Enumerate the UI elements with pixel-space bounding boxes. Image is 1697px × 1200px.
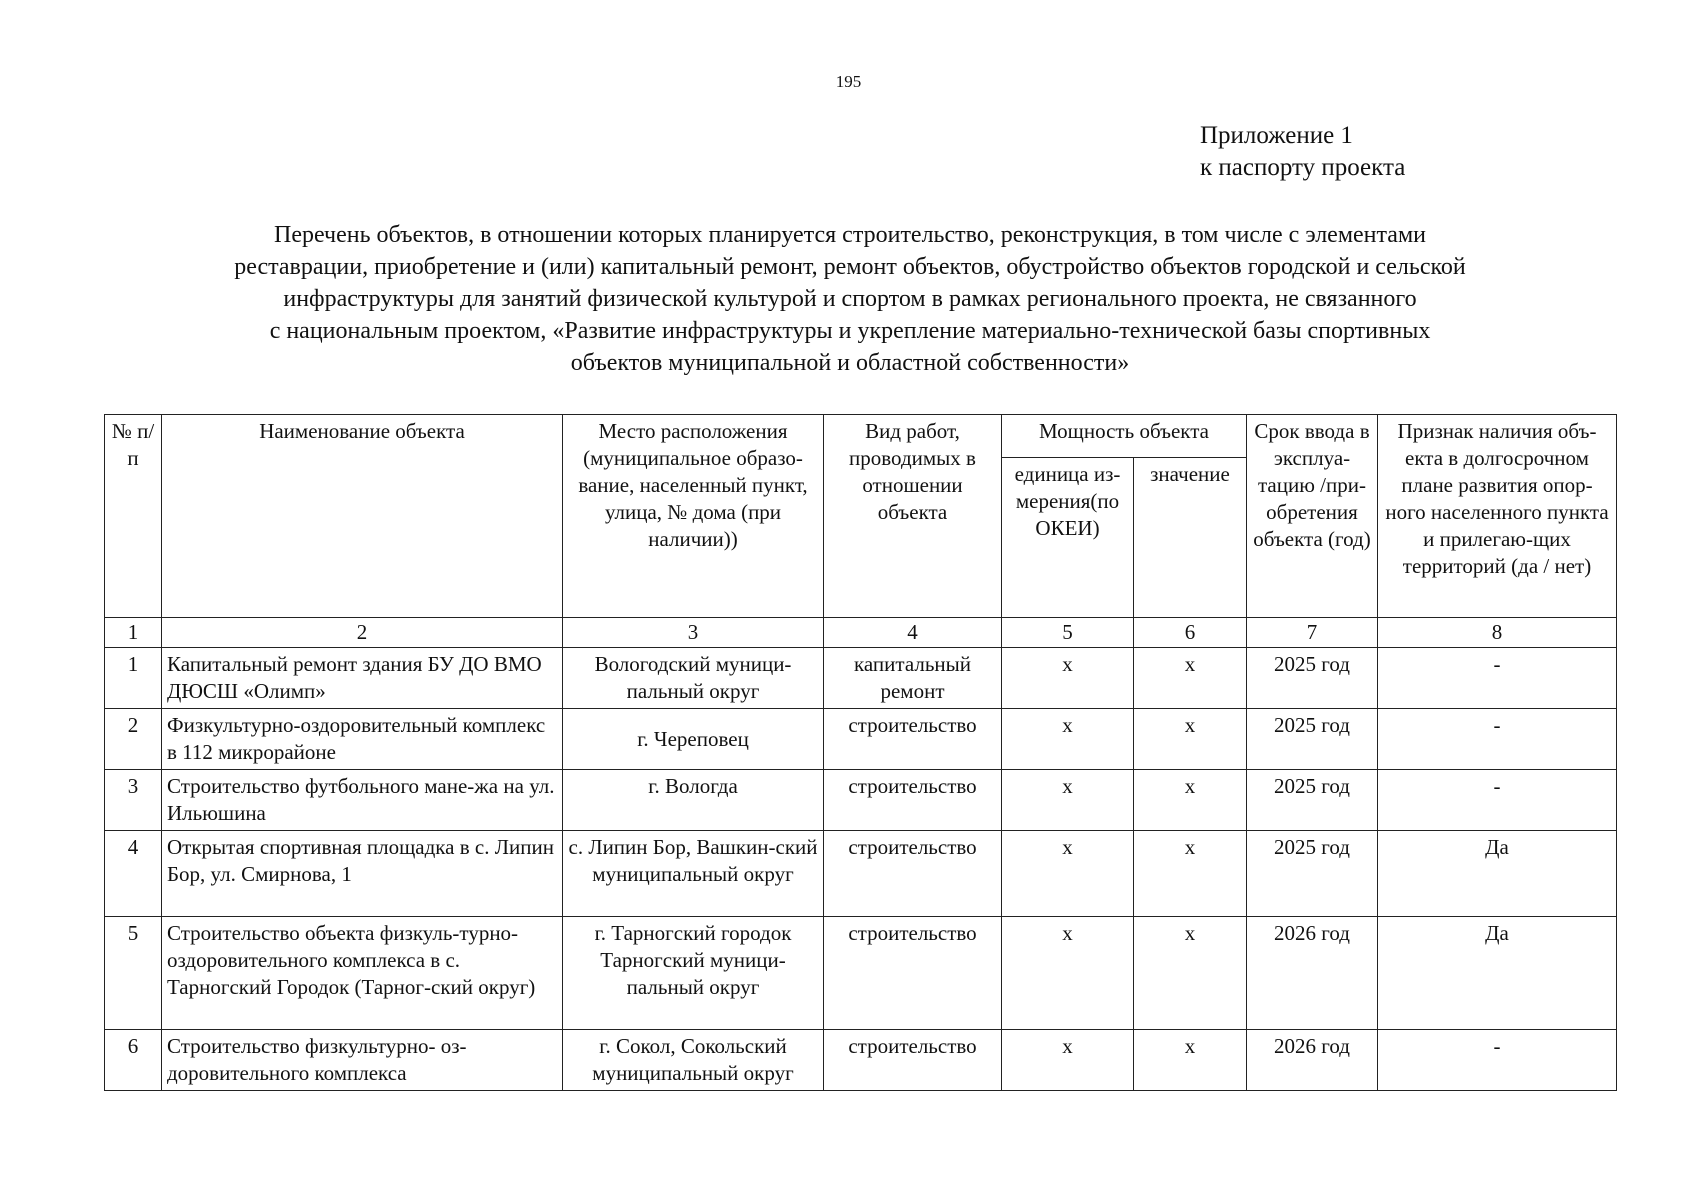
column-number: 2 [162,618,563,648]
cell-unit: х [1002,709,1134,770]
header-term: Срок ввода в эксплуа-тацию /при-обретения объекта (год) [1247,415,1378,618]
cell-sign: - [1378,770,1617,831]
cell-term: 2025 год [1247,709,1378,770]
cell-unit: х [1002,1030,1134,1091]
title-line: Перечень объектов, в отношении которых планируется строительство, реконструкция, в том числе с элементами [274,222,1426,248]
cell-sign: - [1378,648,1617,709]
title-line: инфраструктуры для занятий физической культурой и спортом в рамках регионального проекта, не связанного [283,286,1417,312]
cell-unit: х [1002,917,1134,1030]
cell-location: с. Липин Бор, Вашкин-ский муниципальный округ [563,831,824,917]
cell-value: х [1134,648,1247,709]
cell-value: х [1134,1030,1247,1091]
cell-num: 6 [105,1030,162,1091]
cell-value: х [1134,831,1247,917]
header-location: Место расположения (муниципальное образо-вание, населенный пункт, улица, № дома (при наличии)) [563,415,824,618]
column-number: 3 [563,618,824,648]
cell-num: 5 [105,917,162,1030]
cell-sign: - [1378,709,1617,770]
table-row [105,1030,1617,1091]
cell-num: 3 [105,770,162,831]
cell-name: Капитальный ремонт здания БУ ДО ВМО ДЮСШ «Олимп» [162,648,563,709]
cell-term: 2026 год [1247,917,1378,1030]
cell-term: 2026 год [1247,1030,1378,1091]
cell-num: 2 [105,709,162,770]
cell-name: Физкультурно-оздоровительный комплекс в 112 микрорайоне [162,709,563,770]
header-value: значение [1134,458,1247,618]
column-number: 4 [824,618,1002,648]
cell-value: х [1134,709,1247,770]
cell-unit: х [1002,831,1134,917]
table-row [105,831,1617,917]
cell-work: строительство [824,770,1002,831]
column-number-row [105,618,1617,648]
cell-term: 2025 год [1247,648,1378,709]
cell-work: строительство [824,1030,1002,1091]
column-number: 8 [1378,618,1617,648]
title-line: объектов муниципальной и областной собственности» [570,350,1130,376]
cell-num: 4 [105,831,162,917]
cell-value: х [1134,917,1247,1030]
cell-unit: х [1002,648,1134,709]
table-row [105,709,1617,770]
cell-term: 2025 год [1247,831,1378,917]
column-number: 6 [1134,618,1247,648]
cell-work: строительство [824,709,1002,770]
table-row [105,770,1617,831]
appendix-line-2: к паспорту проекта [1200,154,1406,181]
appendix-note [1200,120,1405,184]
cell-unit: х [1002,770,1134,831]
header-name: Наименование объекта [162,415,563,618]
cell-sign: Да [1378,831,1617,917]
table-row [105,917,1617,1030]
cell-location: г. Тарногский городок Тарногский муници-пальный округ [563,917,824,1030]
header-work: Вид работ, проводимых в отношении объекта [824,415,1002,618]
column-number: 5 [1002,618,1134,648]
cell-sign: Да [1378,917,1617,1030]
cell-value: х [1134,770,1247,831]
column-number: 7 [1247,618,1378,648]
page-number: 195 [835,72,862,91]
appendix-line-1: Приложение 1 [1200,122,1353,149]
header-sign: Признак наличия объ-екта в долгосрочном плане развития опор-ного населенного пункта и прилегаю-щих территорий (да / нет) [1378,415,1617,618]
cell-work: строительство [824,831,1002,917]
objects-table [104,414,1617,1091]
cell-name: Строительство физкультурно- оз-доровительного комплекса [162,1030,563,1091]
cell-location: г. Вологда [563,770,824,831]
title-line: реставрации, приобретение и (или) капитальный ремонт, ремонт объектов, обустройство объектов городской и сельской [234,254,1466,280]
cell-work: строительство [824,917,1002,1030]
cell-work: капитальный ремонт [824,648,1002,709]
title-line: с национальным проектом, «Развитие инфраструктуры и укрепление материально-технической базы спортивных [269,318,1431,344]
cell-location: г. Череповец [563,709,824,770]
table-row [105,648,1617,709]
cell-name: Строительство футбольного мане-жа на ул. Ильюшина [162,770,563,831]
cell-name: Открытая спортивная площадка в с. Липин Бор, ул. Смирнова, 1 [162,831,563,917]
cell-name: Строительство объекта физкуль-турно-оздоровительного комплекса в с. Тарногский Городок (Тарног-ский округ) [162,917,563,1030]
header-row [105,415,1617,458]
cell-location: Вологодский муници-пальный округ [563,648,824,709]
cell-sign: - [1378,1030,1617,1091]
document-title [100,219,1600,379]
header-num: № п/п [105,415,162,618]
cell-num: 1 [105,648,162,709]
header-capacity: Мощность объекта [1002,415,1247,458]
cell-location: г. Сокол, Сокольский муниципальный округ [563,1030,824,1091]
header-unit: единица из-мерения(по ОКЕИ) [1002,458,1134,618]
column-number: 1 [105,618,162,648]
cell-term: 2025 год [1247,770,1378,831]
